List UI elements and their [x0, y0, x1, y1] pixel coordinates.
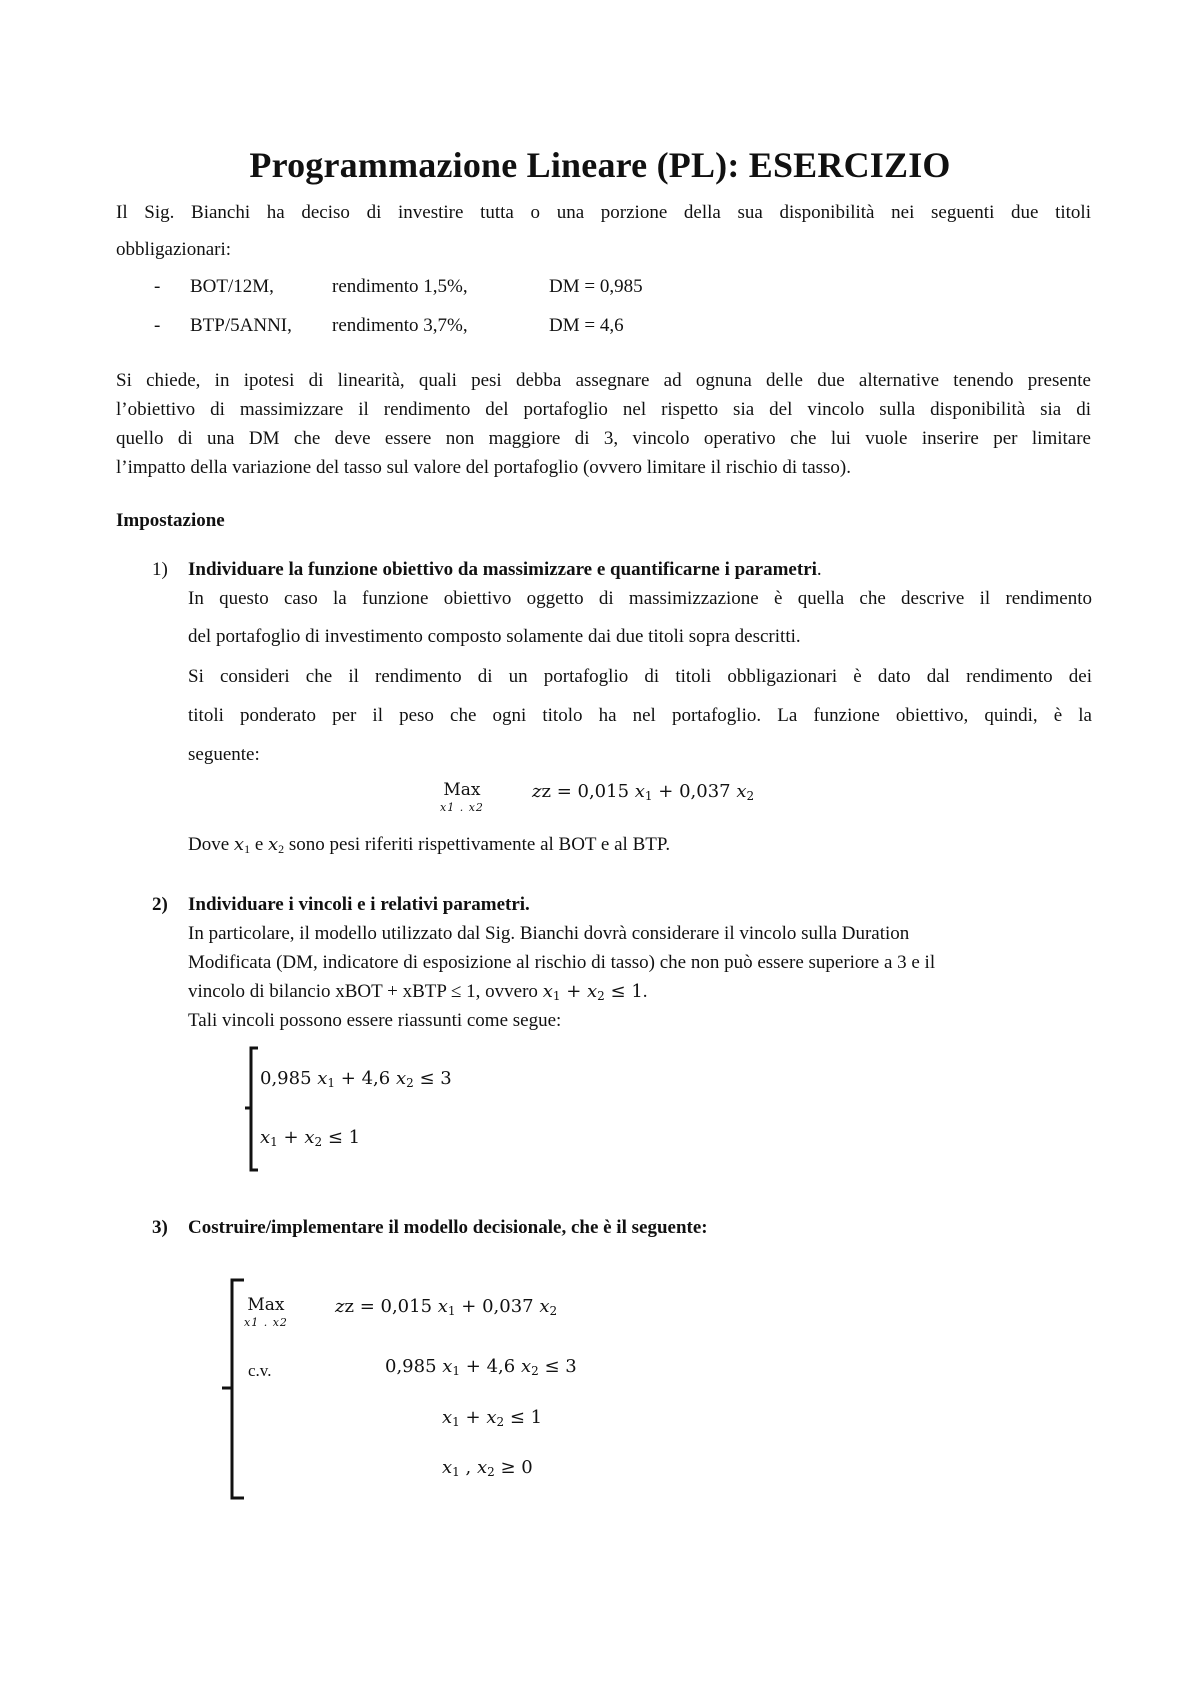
step-1-text-line-3: Si consideri che il rendimento di un portafoglio di titoli obbligazionari è dato dal rendimento dei — [188, 666, 1092, 687]
question-line-4: l’impatto della variazione del tasso sul valore del portafoglio (ovvero limitare il rischio di tasso). — [116, 457, 851, 478]
step-2-text-line-3: vincolo di bilancio xBOT + xBTP ≤ 1, ovvero $x_1 + x_2 \le 1$. — [188, 981, 648, 1003]
step-3-number: 3) — [152, 1217, 168, 1238]
document-title: Programmazione Lineare (PL): ESERCIZIO — [249, 145, 951, 185]
bond-name: BOT/12M, — [190, 276, 274, 297]
max-operator: Max x1 . x2 — [440, 780, 484, 814]
step-2-heading: Individuare i vincoli e i relativi parametri. — [188, 894, 530, 915]
intro-line-2: obbligazionari: — [116, 239, 232, 260]
bond-dash: - — [154, 276, 161, 297]
bond-dash: - — [154, 315, 161, 336]
variables-definition: Dove $x_1$ e $x_2$ sono pesi riferiti rispettivamente al BOT e al BTP. — [188, 834, 671, 856]
bond-yield: rendimento 1,5%, — [332, 276, 468, 297]
step-1-text-line-4: titoli ponderato per il peso che ogni titolo ha nel portafoglio. La funzione obiettivo, quindi, è la — [188, 705, 1092, 726]
step-1-text-line-1: In questo caso la funzione obiettivo oggetto di massimizzazione è quella che descrive il rendimento — [188, 588, 1092, 609]
constraint-dm: 0,985 $x_1 + 4,6$ $x_2 \le 3$ — [260, 1068, 452, 1090]
step-1-heading: Individuare la funzione obiettivo da massimizzare e quantificarne i parametri. — [188, 559, 822, 580]
intro-line-1: Il Sig. Bianchi ha deciso di investire tutta o una porzione della sua disponibilità nei seguenti due titoli — [116, 202, 1091, 223]
bond-dm: DM = 0,985 — [549, 276, 643, 297]
step-3-heading: Costruire/implementare il modello decisionale, che è il seguente: — [188, 1217, 708, 1238]
bond-dm: DM = 4,6 — [549, 315, 624, 336]
max-operator: Max x1 . x2 — [244, 1295, 288, 1329]
step-1-text-line-5: seguente: — [188, 744, 260, 765]
bond-yield: rendimento 3,7%, — [332, 315, 468, 336]
model-constraint-nonnegativity: $x_1$ , $x_2 \ge 0$ — [442, 1457, 533, 1479]
step-1-text-line-2: del portafoglio di investimento composto solamente dai due titoli sopra descritti. — [188, 626, 801, 647]
left-brace-icon — [240, 1046, 270, 1174]
question-line-2: l’obiettivo di massimizzare il rendimento del portafoglio nel rispetto sia del vincolo sulla disponibilità sia di — [116, 399, 1091, 420]
objective-function: zz = 0,015 $x_1 + 0,037$ $x_2$ — [532, 781, 755, 803]
step-2-number: 2) — [152, 894, 168, 915]
bond-name: BTP/5ANNI, — [190, 315, 292, 336]
model-objective: zz = 0,015 $x_1 + 0,037$ $x_2$ — [335, 1296, 558, 1318]
question-line-3: quello di una DM che deve essere non maggiore di 3, vincolo operativo che lui vuole inserire per limitare — [116, 428, 1091, 449]
section-heading: Impostazione — [116, 510, 225, 531]
constraint-budget: $x_1 + x_2 \le 1$ — [260, 1127, 361, 1149]
model-constraint-budget: $x_1 + x_2 \le 1$ — [442, 1407, 543, 1429]
step-1-number: 1) — [152, 559, 168, 580]
step-2-text-line-1: In particolare, il modello utilizzato dal Sig. Bianchi dovrà considerare il vincolo sulla Duration — [188, 923, 910, 944]
step-2-text-line-4: Tali vincoli possono essere riassunti come segue: — [188, 1010, 562, 1031]
question-line-1: Si chiede, in ipotesi di linearità, quali pesi debba assegnare ad ognuna delle due alternative tenendo presente — [116, 370, 1091, 391]
cv-label: c.v. — [248, 1361, 272, 1380]
step-2-text-line-2: Modificata (DM, indicatore di esposizione al rischio di tasso) che non può essere superiore a 3 e il — [188, 952, 936, 973]
model-constraint-dm: 0,985 $x_1 + 4,6$ $x_2 \le 3$ — [385, 1356, 577, 1378]
